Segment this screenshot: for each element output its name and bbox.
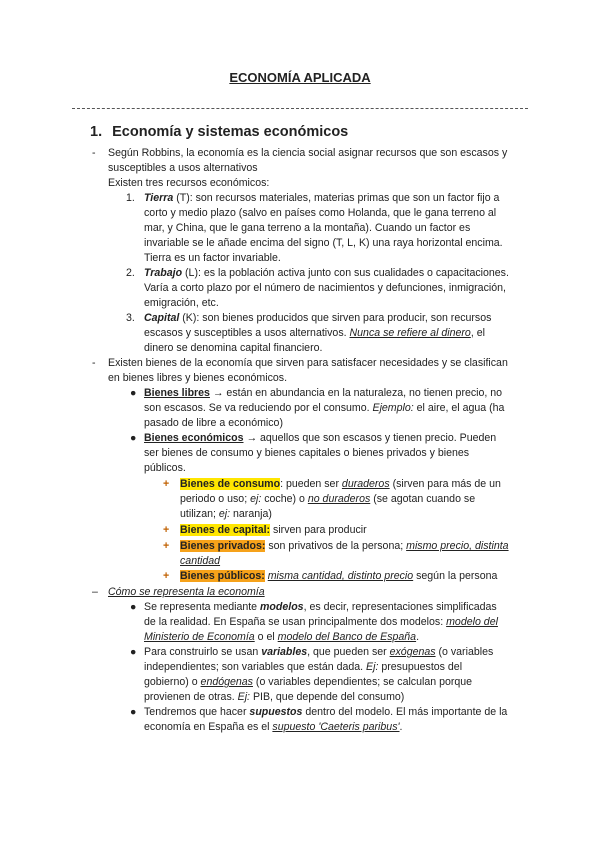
list-item: Bienes libres → están en abundancia en la naturaleza, no tienen precio, no — [144, 387, 503, 399]
list-item-line: economía en España es el supuesto 'Caeteris paribus'. — [144, 721, 403, 733]
dash-marker: - — [92, 357, 96, 369]
list-item-line: públicos. — [144, 462, 186, 474]
list-item-line: invariable se le añade encima del signo (T, L, K) una raya horizontal encima. — [144, 237, 503, 249]
list-item: Bienes privados: son privativos de la persona; mismo precio, distinta — [180, 540, 509, 552]
section-heading — [90, 124, 348, 140]
list-item-line: utilizan; ej: naranja) — [180, 508, 272, 520]
plus-bullet-icon: + — [163, 570, 170, 582]
highlighted-term: Bienes de capital: — [180, 524, 271, 536]
list-item-line: pasado de libre a económico) — [144, 417, 283, 429]
highlighted-term: Bienes privados: — [180, 540, 266, 552]
term: Capital — [144, 312, 180, 324]
list-number: 1. — [126, 192, 135, 204]
list-item-line: son escasos. Se va reduciendo por el consumo. Ejemplo: el aire, el agua (ha — [144, 402, 505, 414]
bullet-icon: ● — [130, 387, 137, 399]
term: Tierra — [144, 192, 174, 204]
term: Trabajo — [144, 267, 183, 279]
document-title: ECONOMÍA APLICADA — [229, 70, 371, 85]
list-item-line: de la realidad. En España se usan principalmente dos modelos: modelo del — [144, 616, 498, 628]
list-item-line: cantidad — [180, 555, 221, 567]
dashed-divider — [72, 108, 528, 109]
bullet-icon: ● — [130, 646, 137, 658]
list-item-line: corto y medio plazo (salvo en países como Holanda, que le gana terreno al — [144, 207, 497, 219]
list-item: Bienes de consumo: pueden ser duraderos (sirven para más de un — [180, 478, 501, 490]
list-item: Tierra (T): son recursos materiales, materias primas que son un factor fijo a — [144, 192, 500, 204]
dash-marker: – — [92, 586, 98, 598]
list-item-line: escasos y susceptibles a usos alternativos. Nunca se refiere al dinero, el — [144, 327, 485, 339]
list-item-line: Tierra es un factor invariable. — [144, 252, 281, 264]
list-item: Bienes económicos → aquellos que son escasos y tienen precio. Pueden — [144, 432, 497, 444]
section-title: Economía y sistemas económicos — [112, 124, 349, 140]
list-item-line: Varía a corto plazo por el número de nacimientos y defunciones, inmigración, — [144, 282, 506, 294]
paragraph-line: Existen tres recursos económicos: — [108, 177, 270, 189]
highlighted-term: Bienes públicos: — [180, 570, 265, 582]
plus-bullet-icon: + — [163, 478, 170, 490]
list-item-line: ser bienes de consumo y bienes capitales o bienes privados y bienes — [144, 447, 470, 459]
paragraph-line: Existen bienes de la economía que sirven para satisfacer necesidades y se clasifican — [108, 357, 508, 369]
paragraph-line: en bienes libres y bienes económicos. — [108, 372, 288, 384]
list-item: Trabajo (L): es la población activa junto con sus cualidades o capacitaciones. — [144, 267, 509, 279]
list-item-line: independientes; son variables que están dada. Ej: presupuestos del — [144, 661, 463, 673]
subheading: Cómo se representa la economía — [108, 586, 265, 598]
list-number: 2. — [126, 267, 135, 279]
bullet-icon: ● — [130, 706, 137, 718]
list-item-line: gobierno) o endógenas (o variables dependientes; se calculan porque — [144, 676, 473, 688]
plus-bullet-icon: + — [163, 540, 170, 552]
list-item: Tendremos que hacer supuestos dentro del modelo. El más importante de la — [144, 706, 508, 718]
list-item-line: emigración, etc. — [144, 297, 219, 309]
section-number: 1. — [90, 124, 103, 140]
bullet-icon: ● — [130, 601, 137, 613]
bullet-icon: ● — [130, 432, 137, 444]
paragraph-line: susceptibles a usos alternativos — [108, 162, 258, 174]
list-item-line: Ministerio de Economía o el modelo del Banco de España. — [144, 631, 420, 643]
list-item-line: periodo o uso; ej: coche) o no duraderos (se agotan cuando se — [180, 493, 476, 505]
list-item-line: provienen de otras. Ej: PIB, que depende del consumo) — [144, 691, 405, 703]
list-item: Bienes públicos: misma cantidad, distinto precio según la persona — [180, 570, 498, 582]
list-item-line: dinero se denomina capital financiero. — [144, 342, 323, 354]
list-number: 3. — [126, 312, 135, 324]
list-item-line: mar, y China, que le gana terreno a la montaña). Cuando un factor es — [144, 222, 471, 234]
list-item: Bienes de capital: sirven para producir — [180, 524, 367, 536]
highlighted-term: Bienes de consumo — [180, 478, 281, 490]
term: Bienes económicos — [144, 432, 244, 444]
list-item: Para construirlo se usan variables, que pueden ser exógenas (o variables — [144, 646, 494, 658]
dash-marker: - — [92, 147, 96, 159]
term: Bienes libres — [144, 387, 210, 399]
plus-bullet-icon: + — [163, 524, 170, 536]
paragraph-line: Según Robbins, la economía es la ciencia social asignar recursos que son escasos y — [108, 147, 508, 159]
list-item: Capital (K): son bienes producidos que sirven para producir, son recursos — [144, 312, 492, 324]
list-item: Se representa mediante modelos, es decir, representaciones simplificadas — [144, 601, 497, 613]
